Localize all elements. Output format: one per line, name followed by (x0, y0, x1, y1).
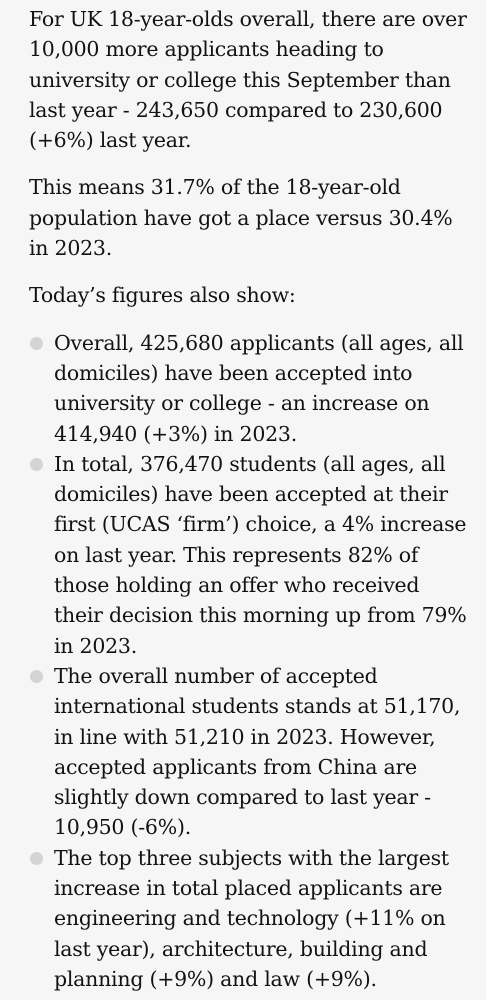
paragraph-figures-intro: Today’s figures also show: (29, 283, 296, 308)
bullet-dot-icon (30, 670, 43, 683)
paragraph-population-share: This means 31.7% of the 18-year-old population have got a place versus 30.4% in 2023. (29, 175, 453, 261)
paragraph-applicants-overview: For UK 18-year-olds overall, there are over 10,000 more applicants heading to university or college this September than last year - 243,650 compared to 230,600 (+6%) last year. (29, 7, 467, 153)
bullet-item-overall-accepted (29, 328, 469, 449)
bullet-text: In total, 376,470 students (all ages, all domiciles) have been accepted at their first (UCAS ‘firm’) choice, a 4% increase on last year. This represents 82% of those holding an offer who received their decision this morning up from 79% in 2023. (54, 451, 467, 658)
bullet-item-firm-choice (29, 449, 469, 661)
article-body (29, 4, 469, 994)
bullet-item-top-subjects (29, 843, 469, 994)
figures-bullet-list (29, 328, 469, 995)
bullet-dot-icon (30, 337, 43, 350)
bullet-text: Overall, 425,680 applicants (all ages, all domiciles) have been accepted into university or college - an increase on 414,940 (+3%) in 2023. (54, 330, 464, 446)
bullet-text: The top three subjects with the largest increase in total placed applicants are engineering and technology (+11% on last year), architecture, building and planning (+9%) and law (+9%). (54, 845, 449, 991)
bullet-dot-icon (30, 852, 43, 865)
bullet-dot-icon (30, 458, 43, 471)
bullet-text: The overall number of accepted international students stands at 51,170, in line with 51,210 in 2023. However, accepted applicants from China are slightly down compared to last year - 10,950 (-6%). (54, 663, 461, 840)
bullet-item-international-students (29, 661, 469, 843)
